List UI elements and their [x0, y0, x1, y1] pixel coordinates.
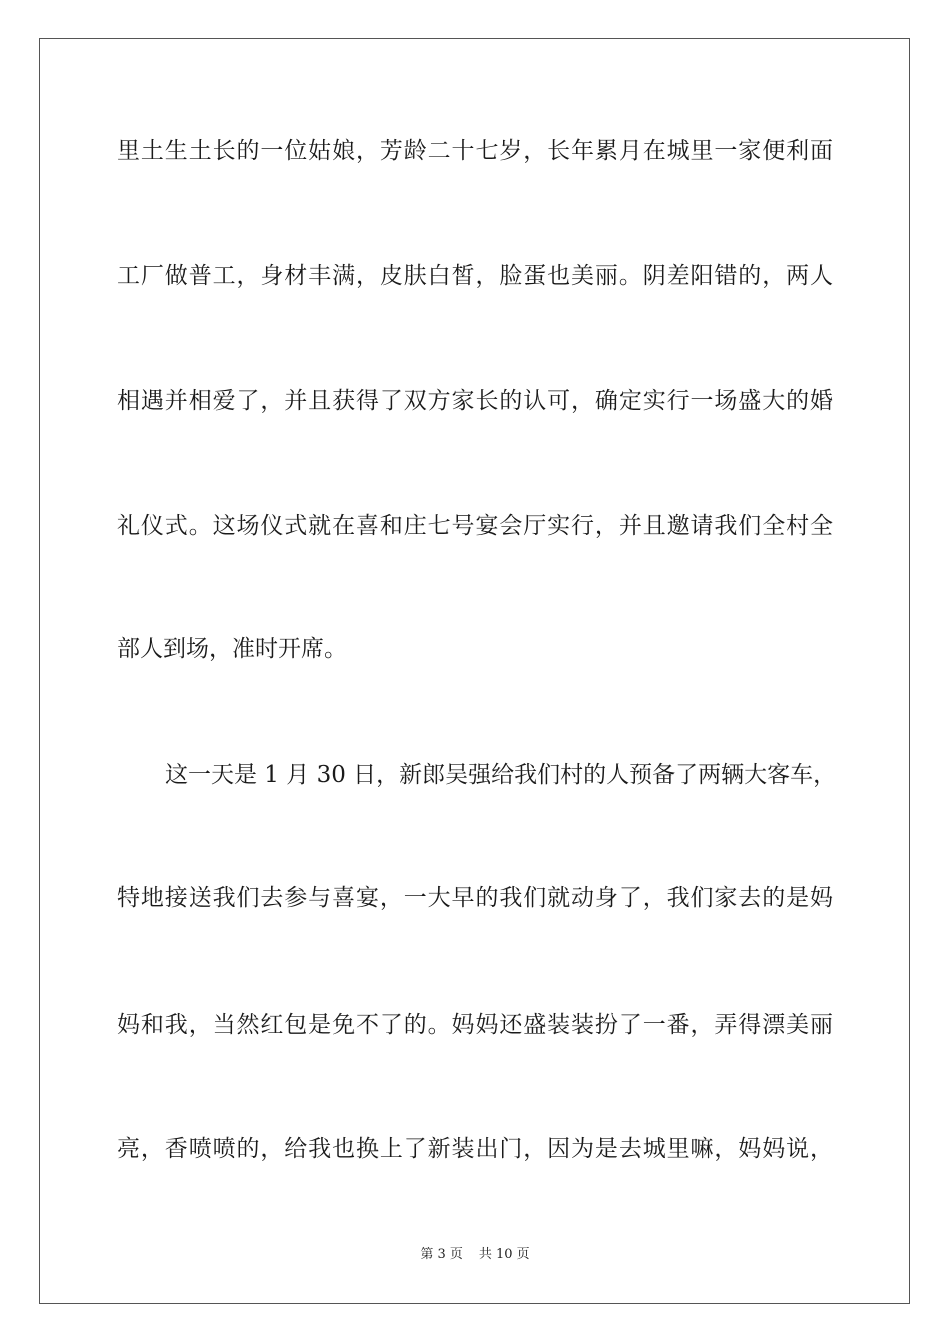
- page-total: 共 10 页: [478, 1247, 530, 1262]
- paragraph-line: 礼仪式。这场仪式就在喜和庄七号宴会厅实行，并且邀请我们全村全: [117, 513, 833, 539]
- paragraph-line: 工厂做普工，身材丰满，皮肤白皙，脸蛋也美丽。阴差阳错的，两人: [117, 263, 833, 289]
- paragraph-line: 这一天是 1 月 30 日，新郎吴强给我们村的人预备了两辆大客车，: [165, 762, 837, 788]
- paragraph-line: 里土生土长的一位姑娘，芳龄二十七岁，长年累月在城里一家便利面: [117, 138, 833, 164]
- page-number: 第 3 页: [420, 1247, 463, 1262]
- page-border: [39, 38, 910, 1304]
- paragraph-line: 部人到场，准时开席。: [117, 636, 347, 662]
- paragraph-line: 特地接送我们去参与喜宴，一大早的我们就动身了，我们家去的是妈: [117, 885, 833, 911]
- paragraph-line: 妈和我，当然红包是免不了的。妈妈还盛装装扮了一番，弄得漂美丽: [117, 1012, 833, 1038]
- page-footer: [0, 1246, 950, 1264]
- paragraph-line: 相遇并相爱了，并且获得了双方家长的认可，确定实行一场盛大的婚: [117, 388, 833, 414]
- paragraph-line: 亮，香喷喷的，给我也换上了新装出门，因为是去城里嘛，妈妈说，: [117, 1136, 833, 1162]
